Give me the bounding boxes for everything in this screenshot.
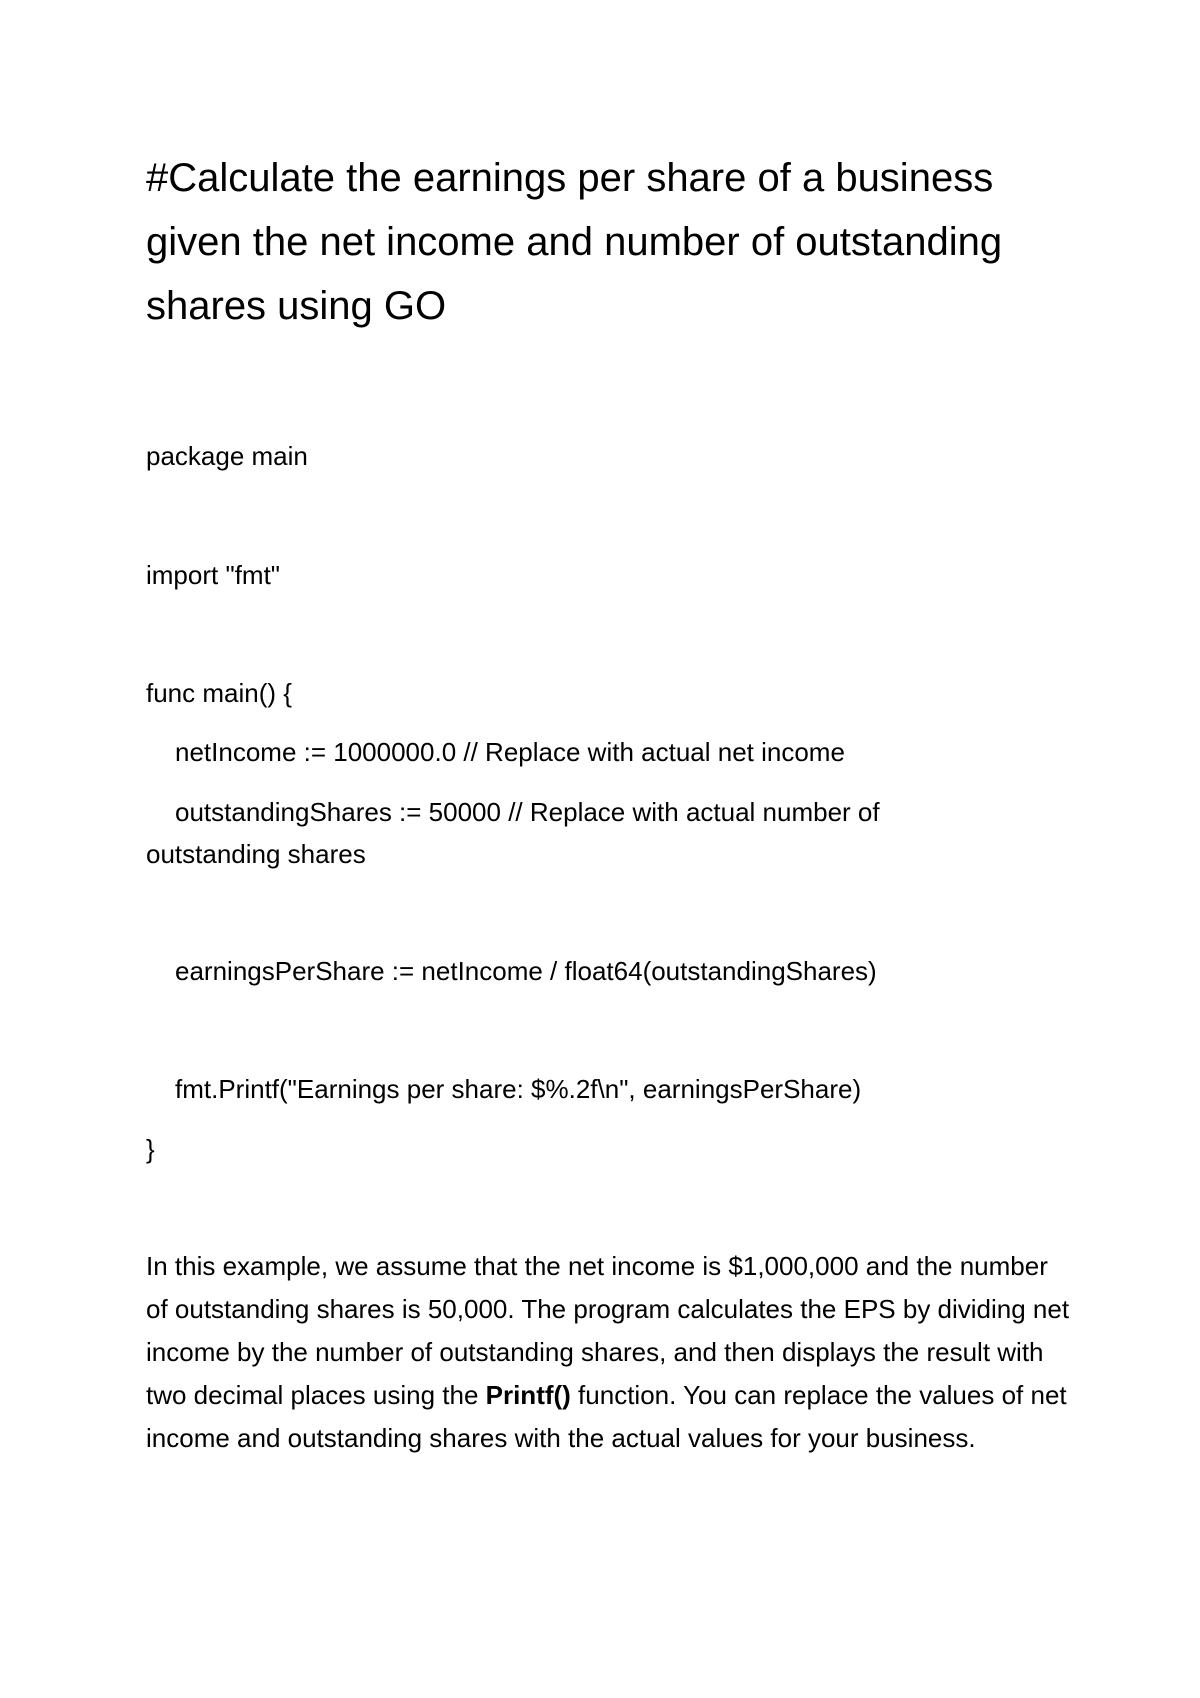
code-func-close-line: } xyxy=(146,1134,155,1164)
code-package-line: package main xyxy=(146,441,308,471)
explanation-text-end: function. You can replace the values of net income and outstanding shares with the actual values for your business. xyxy=(146,1380,1067,1453)
code-shares-line: outstandingShares := 50000 // Replace with actual number of xyxy=(175,797,880,827)
code-func-open-line: func main() { xyxy=(146,678,292,708)
code-eps-line: earningsPerShare := netIncome / float64(outstandingShares) xyxy=(175,956,877,986)
explanation-paragraph xyxy=(146,1245,1076,1460)
code-shares-line-continued: outstanding shares xyxy=(146,839,366,869)
document-heading: #Calculate the earnings per share of a business given the net income and number of outstanding shares using GO xyxy=(146,156,1003,328)
code-import-line: import "fmt" xyxy=(146,560,281,590)
printf-bold-term: Printf() xyxy=(485,1380,571,1410)
code-net-income-line: netIncome := 1000000.0 // Replace with actual net income xyxy=(175,737,845,767)
explanation-text-start: In this example, we assume that the net income is $1,000,000 and the number of outstanding shares is 50,000. The program calculates the EPS by dividing net income by the number of outstanding shares, and then displays the result with two decimal places using the xyxy=(146,1251,1070,1410)
code-printf-line: fmt.Printf("Earnings per share: $%.2f\n", earningsPerShare) xyxy=(175,1074,862,1104)
